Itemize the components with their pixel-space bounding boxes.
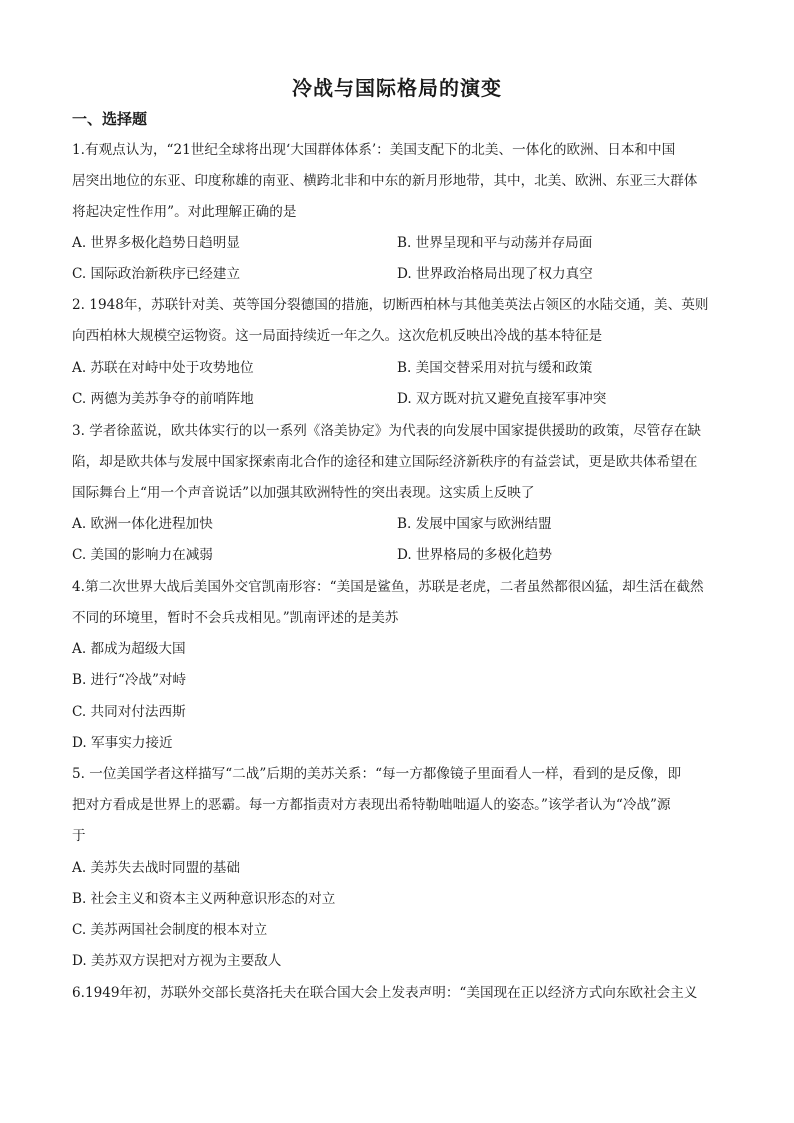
question-1-option-d: D. 世界政治格局出现了权力真空 [397,266,593,282]
question-4-text-line-1: 4.第二次世界大战后美国外交官凯南形容：“美国是鲨鱼，苏联是老虎，二者虽然都很凶猛，却生活在截然 [72,579,704,595]
question-5-option-c: C. 美苏两国社会制度的根本对立 [72,922,268,938]
question-3-text-line-3: 国际舞台上“用一个声音说话”以加强其欧洲特性的突出表现。这实质上反映了 [72,485,535,501]
question-3-option-c: C. 美国的影响力在减弱 [72,547,213,563]
question-4-option-a: A. 都成为超级大国 [72,641,186,657]
question-1-option-c: C. 国际政治新秩序已经建立 [72,266,241,282]
question-2-option-c: C. 两德为美苏争夺的前哨阵地 [72,391,254,407]
question-2-text-line-1: 2. 1948年，苏联针对美、英等国分裂德国的措施，切断西柏林与其他美英法占领区的水陆交通，美、英则 [72,297,709,313]
section-heading: 一、选择题 [72,110,148,128]
question-3-text-line-2: 陷，却是欧共体与发展中国家探索南北合作的途径和建立国际经济新秩序的有益尝试，更是欧共体希望在 [72,454,698,470]
question-5-option-a: A. 美苏失去战时同盟的基础 [72,860,240,876]
question-1-option-a: A. 世界多极化趋势日趋明显 [72,235,240,251]
question-5-text-line-1: 5. 一位美国学者这样描写“二战”后期的美苏关系：“每一方都像镜子里面看人一样，看到的是反像，即 [72,766,682,782]
question-6-text-line-1: 6.1949年初，苏联外交部长莫洛托夫在联合国大会上发表声明：“美国现在正以经济方式向东欧社会主义 [72,985,698,1001]
question-1-option-b: B. 世界呈现和平与动荡并存局面 [397,235,593,251]
question-2-text-line-2: 向西柏林大规模空运物资。这一局面持续近一年之久。这次危机反映出冷战的基本特征是 [72,328,603,344]
document-title: 冷战与国际格局的演变 [292,76,502,100]
question-5-text-line-2: 把对方看成是世界上的恶霸。每一方都指责对方表现出希特勒咄咄逼人的姿态。”该学者认为“冷战”源 [72,797,671,813]
question-5-option-b: B. 社会主义和资本主义两种意识形态的对立 [72,891,336,907]
question-3-option-d: D. 世界格局的多极化趋势 [397,547,552,563]
question-5-option-d: D. 美苏双方误把对方视为主要敌人 [72,953,282,969]
question-5-text-line-3: 于 [72,828,86,844]
question-4-option-d: D. 军事实力接近 [72,735,173,751]
question-2-option-a: A. 苏联在对峙中处于攻势地位 [72,360,254,376]
question-1-text-line-2: 居突出地位的东亚、印度称雄的南亚、横跨北非和中东的新月形地带，其中，北美、欧洲、东亚三大群体 [72,173,698,189]
question-4-text-line-2: 不同的环境里，暂时不会兵戎相见。”凯南评述的是美苏 [72,610,399,626]
question-4-option-b: B. 进行“冷战”对峙 [72,672,187,688]
question-3-option-b: B. 发展中国家与欧洲结盟 [397,516,552,532]
question-3-text-line-1: 3. 学者徐蓝说，欧共体实行的以一系列《洛美协定》为代表的向发展中国家提供援助的政策，尽管存在缺 [72,423,702,439]
question-2-option-d: D. 双方既对抗又避免直接军事冲突 [397,391,607,407]
question-1-text-line-3: 将起决定性作用”。对此理解正确的是 [72,204,297,220]
question-2-option-b: B. 美国交替采用对抗与缓和政策 [397,360,593,376]
question-1-text-line-1: 1.有观点认为，“21世纪全球将出现‘大国群体体系’：美国支配下的北美、一体化的欧洲、日本和中国 [72,142,676,158]
question-3-option-a: A. 欧洲一体化进程加快 [72,516,213,532]
question-4-option-c: C. 共同对付法西斯 [72,704,186,720]
